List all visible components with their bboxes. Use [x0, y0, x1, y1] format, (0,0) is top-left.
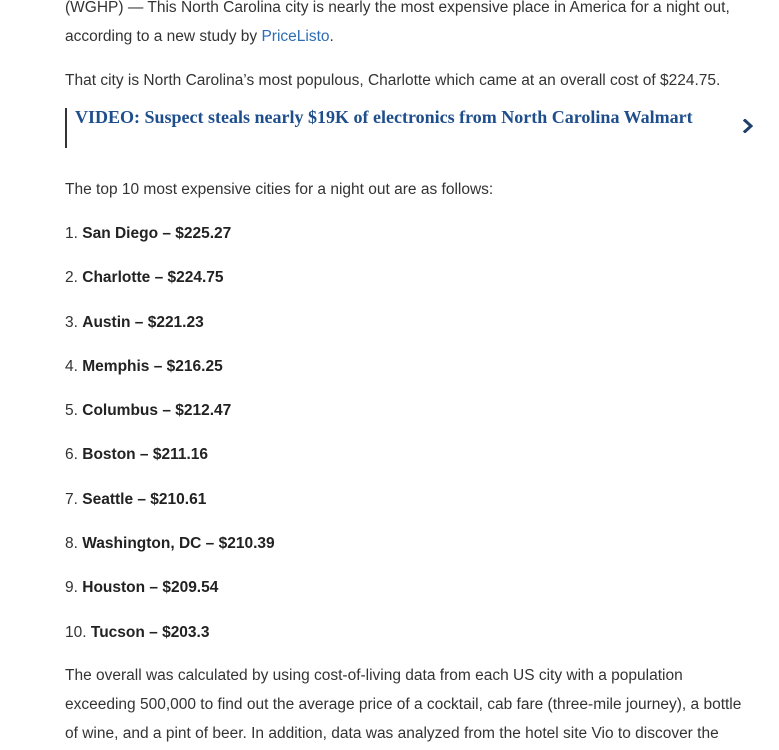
ranking-number: 6. — [65, 446, 78, 464]
related-article-title[interactable]: VIDEO: Suspect steals nearly $19K of electronics from North Carolina Walmart — [75, 107, 693, 127]
ranking-entry: Austin – $221.23 — [82, 313, 204, 331]
ranking-entry: Memphis – $216.25 — [82, 357, 223, 375]
ranking-item — [65, 618, 275, 662]
related-article-link[interactable] — [65, 108, 757, 148]
ranking-item — [65, 485, 275, 529]
ranking-item — [65, 263, 275, 307]
ranking-number: 10. — [65, 623, 87, 641]
ranking-number: 5. — [65, 402, 78, 420]
ranking-item — [65, 573, 275, 617]
ranking-entry: Boston – $211.16 — [82, 446, 209, 464]
ranking-entry: Seattle – $210.61 — [82, 490, 207, 508]
ranking-entry: Houston – $209.54 — [82, 579, 219, 597]
intro-period: . — [329, 28, 334, 45]
ranking-item — [65, 529, 275, 573]
ranking-number: 3. — [65, 313, 78, 331]
ranking-entry: San Diego – $225.27 — [82, 225, 232, 242]
ranking-number: 7. — [65, 490, 78, 508]
ranking-entry: Tucson – $203.3 — [90, 623, 210, 641]
intro-text: (WGHP) — This North Carolina city is nearly the most expensive place in America for a night out, according to a new study by — [65, 0, 730, 45]
ranking-number: 1. — [65, 225, 78, 242]
ranking-number: 8. — [65, 535, 78, 553]
ranking-number: 4. — [65, 357, 78, 375]
ranking-item — [65, 396, 275, 440]
ranking-entry: Columbus – $212.47 — [82, 402, 232, 420]
pricelisto-link[interactable]: PriceListo — [261, 28, 330, 45]
ranking-number: 2. — [65, 269, 78, 287]
ranking-number: 9. — [65, 579, 78, 597]
ranking-item — [65, 352, 275, 396]
intro-paragraph — [65, 0, 755, 51]
ranking-item — [65, 219, 275, 263]
ranking-entry: Charlotte – $224.75 — [82, 269, 224, 287]
top-ten-intro: The top 10 most expensive cities for a night out are as follows: — [65, 181, 494, 198]
ranking-entry: Washington, DC – $210.39 — [82, 535, 275, 553]
charlotte-paragraph: That city is North Carolina’s most populous, Charlotte which came at an overall cost of $224.75. — [65, 72, 721, 89]
ranking-list — [65, 219, 275, 662]
ranking-item — [65, 440, 275, 484]
ranking-item — [65, 308, 275, 352]
methodology-paragraph: The overall was calculated by using cost-of-living data from each US city with a population exceeding 500,000 to find out the average price of a cocktail, cab fare (three-mile journey), a bottle of wine, and a pint of beer. In addition, data was analyzed from the hotel site Vio to discover the — [65, 667, 742, 742]
chevron-right-icon[interactable] — [741, 119, 755, 133]
